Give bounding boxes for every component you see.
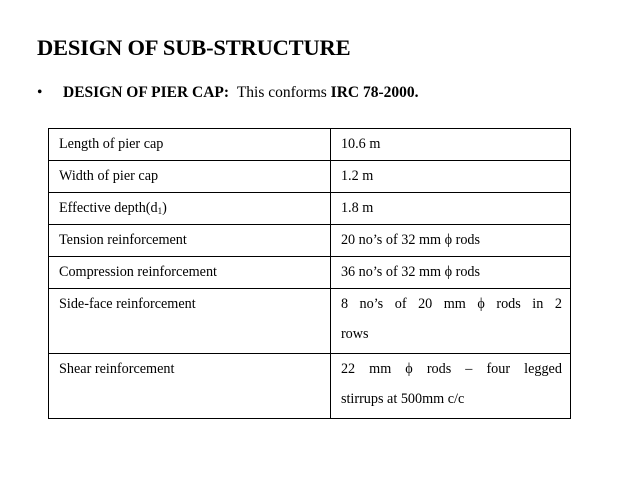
value-word: of <box>394 296 407 312</box>
value-text: 1.8 m <box>340 200 374 216</box>
table-row <box>49 289 571 354</box>
value-word: legged <box>524 361 562 377</box>
value-word: no’s <box>359 296 384 312</box>
value-text: 10.6 m <box>340 136 381 152</box>
param-text: Tension reinforcement <box>59 232 187 248</box>
value-word: 22 <box>340 361 356 377</box>
value-cell <box>330 354 570 419</box>
param-cell <box>49 193 331 225</box>
table-row <box>49 193 571 225</box>
pier-cap-table <box>48 128 571 419</box>
param-cell <box>49 354 331 419</box>
param-cell <box>49 257 331 289</box>
value-cell <box>330 289 570 354</box>
value-word: rods <box>496 296 521 312</box>
param-text <box>49 193 330 224</box>
value-word: ϕ <box>405 361 413 377</box>
param-text: Compression reinforcement <box>59 264 217 280</box>
value-cell <box>330 161 570 193</box>
param-text: Length of pier cap <box>59 136 164 152</box>
param-cell <box>49 161 331 193</box>
param-text: Width of pier cap <box>59 168 159 184</box>
table-row <box>49 161 571 193</box>
value-word: – <box>465 361 473 377</box>
value-word: mm <box>443 296 466 312</box>
param-cell <box>49 225 331 257</box>
value-word: rods <box>426 361 452 377</box>
value-line-1 <box>341 362 562 376</box>
value-line-1 <box>341 297 562 311</box>
param-text: Shear reinforcement <box>59 361 175 377</box>
bullet-label: DESIGN OF PIER CAP: <box>63 84 230 101</box>
param-main: Effective depth(d <box>59 200 158 216</box>
param-subscript: 1 <box>157 206 163 216</box>
value-word: ϕ <box>477 296 485 312</box>
value-cell <box>330 225 570 257</box>
value-text: 36 no’s of 32 mm ϕ rods <box>340 264 481 280</box>
page-title: DESIGN OF SUB-STRUCTURE <box>37 35 351 60</box>
table-row <box>49 225 571 257</box>
value-cell <box>330 129 570 161</box>
param-cell <box>49 289 331 354</box>
value-word: in <box>532 296 544 312</box>
param-text: Side-face reinforcement <box>59 296 196 312</box>
value-cell <box>330 193 570 225</box>
bullet-text: This conforms <box>236 84 327 101</box>
value-word: mm <box>369 361 392 377</box>
table-row <box>49 257 571 289</box>
value-cell <box>330 257 570 289</box>
value-line-2: rows <box>340 326 369 343</box>
param-close: ) <box>162 200 167 216</box>
param-cell <box>49 129 331 161</box>
value-word: 2 <box>554 296 562 312</box>
value-word: 20 <box>418 296 433 312</box>
pier-cap-bullet <box>37 84 419 102</box>
table-row <box>49 354 571 419</box>
bullet-symbol: • <box>37 84 43 101</box>
value-text: 1.2 m <box>340 168 374 184</box>
value-text: 20 no’s of 32 mm ϕ rods <box>340 232 481 248</box>
value-word: four <box>486 361 511 377</box>
value-line-2: stirrups at 500mm c/c <box>340 391 465 408</box>
value-word: 8 <box>340 296 349 312</box>
table-row <box>49 129 571 161</box>
bullet-standard: IRC 78-2000. <box>330 84 419 101</box>
